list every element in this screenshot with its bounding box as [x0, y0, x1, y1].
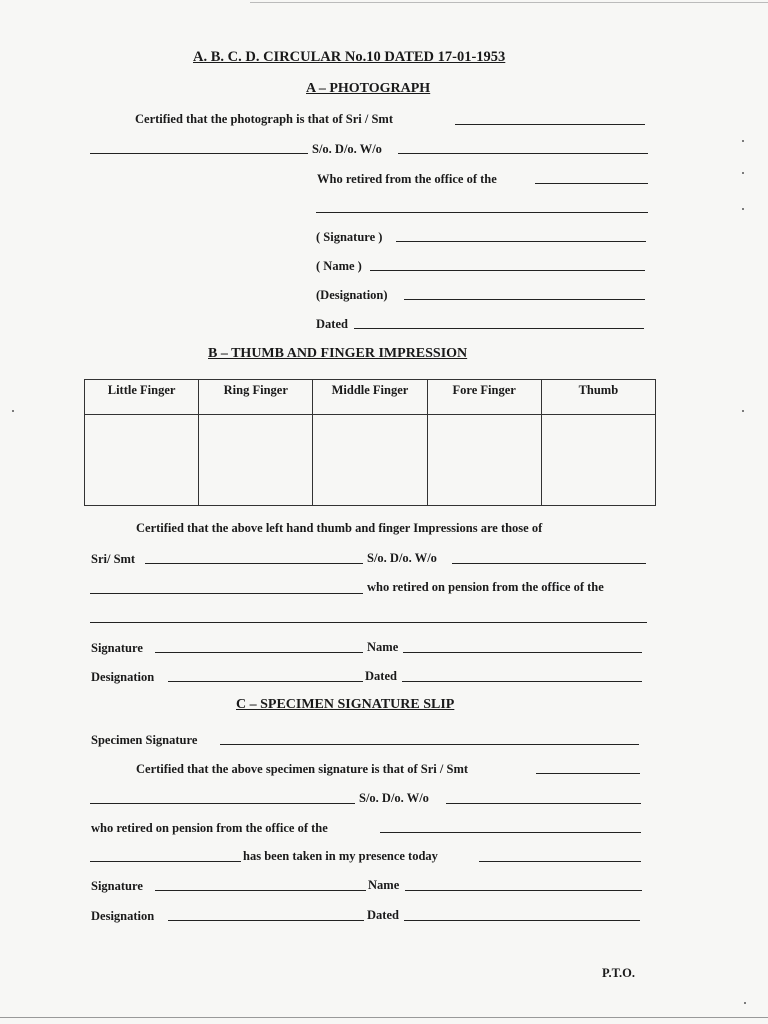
- specimen-designation-label: Designation: [91, 909, 155, 923]
- page-edge-top: [250, 2, 768, 3]
- impression-signature-label: Signature: [91, 641, 143, 655]
- impression-signature-line[interactable]: [155, 652, 363, 653]
- photo-designation-label: (Designation): [316, 288, 388, 302]
- scan-speck: [742, 140, 744, 142]
- impression-office-line[interactable]: [90, 622, 647, 623]
- specimen-office-line[interactable]: [380, 832, 641, 833]
- specimen-signature-label-2: Signature: [91, 879, 143, 893]
- finger-impression-table: [84, 379, 656, 506]
- specimen-relation-label: S/o. D/o. W/o: [359, 791, 429, 805]
- impression-person-line[interactable]: [145, 563, 363, 564]
- photo-retired-label: Who retired from the office of the: [317, 172, 497, 186]
- specimen-designation-line[interactable]: [168, 920, 364, 921]
- specimen-relation-line[interactable]: [446, 803, 641, 804]
- scan-speck: [742, 172, 744, 174]
- middle-finger-cell[interactable]: [313, 415, 427, 506]
- scan-speck: [744, 1002, 746, 1004]
- middle-finger-header: Middle Finger: [313, 380, 427, 415]
- impression-relation-line-2[interactable]: [90, 593, 363, 594]
- specimen-dated-line[interactable]: [404, 920, 640, 921]
- fore-finger-header: Fore Finger: [427, 380, 541, 415]
- photo-dated-line[interactable]: [354, 328, 644, 329]
- photo-dated-label: Dated: [316, 317, 348, 331]
- photo-relation-label: S/o. D/o. W/o: [312, 142, 382, 156]
- photo-name-line[interactable]: [370, 270, 645, 271]
- impression-relation-line[interactable]: [452, 563, 646, 564]
- photo-designation-line[interactable]: [404, 299, 645, 300]
- thumb-cell[interactable]: [541, 415, 655, 506]
- specimen-name-line[interactable]: [405, 890, 642, 891]
- photo-signature-label: ( Signature ): [316, 230, 383, 244]
- ring-finger-cell[interactable]: [199, 415, 313, 506]
- specimen-retired-label: who retired on pension from the office of the: [91, 821, 328, 835]
- impression-name-label: Name: [367, 640, 399, 654]
- ring-finger-header: Ring Finger: [199, 380, 313, 415]
- specimen-name-label: Name: [368, 878, 400, 892]
- little-finger-header: Little Finger: [85, 380, 199, 415]
- pto-label: P.T.O.: [602, 966, 635, 980]
- photo-name-label: ( Name ): [316, 259, 362, 273]
- specimen-signature-line[interactable]: [220, 744, 639, 745]
- section-b-heading: B – THUMB AND FINGER IMPRESSION: [208, 346, 468, 361]
- fore-finger-cell[interactable]: [427, 415, 541, 506]
- photo-certified-text: Certified that the photograph is that of Sri / Smt: [135, 112, 393, 126]
- photo-office-line-2[interactable]: [316, 212, 648, 213]
- impression-certified-text: Certified that the above left hand thumb and finger Impressions are those of: [136, 521, 543, 535]
- scan-speck: [742, 208, 744, 210]
- impression-dated-line[interactable]: [402, 681, 642, 682]
- specimen-office-line-2[interactable]: [90, 861, 241, 862]
- photo-person-line-2[interactable]: [90, 153, 308, 154]
- photo-person-name-line[interactable]: [455, 124, 645, 125]
- section-a-heading: A – PHOTOGRAPH: [306, 81, 431, 96]
- impression-name-line[interactable]: [403, 652, 642, 653]
- specimen-person-line[interactable]: [536, 773, 640, 774]
- specimen-dated-label: Dated: [367, 908, 399, 922]
- scan-speck: [742, 410, 744, 412]
- specimen-person-line-2[interactable]: [90, 803, 355, 804]
- impression-person-label: Sri/ Smt: [91, 552, 136, 566]
- specimen-certified-text: Certified that the above specimen signature is that of Sri / Smt: [136, 762, 469, 776]
- photo-office-line[interactable]: [535, 183, 648, 184]
- scan-speck: [12, 410, 14, 412]
- impression-relation-label: S/o. D/o. W/o: [367, 551, 437, 565]
- specimen-presence-label: has been taken in my presence today: [243, 849, 438, 863]
- impression-retired-label: who retired on pension from the office of the: [367, 580, 604, 594]
- photo-signature-line[interactable]: [396, 241, 646, 242]
- circular-title: A. B. C. D. CIRCULAR No.10 DATED 17-01-1953: [193, 49, 506, 65]
- impression-designation-line[interactable]: [168, 681, 363, 682]
- specimen-signature-label: Specimen Signature: [91, 733, 198, 747]
- specimen-signature-line-2[interactable]: [155, 890, 366, 891]
- specimen-presence-line[interactable]: [479, 861, 641, 862]
- section-c-heading: C – SPECIMEN SIGNATURE SLIP: [236, 697, 455, 712]
- impression-dated-label: Dated: [365, 669, 397, 683]
- photo-relation-line[interactable]: [398, 153, 648, 154]
- thumb-header: Thumb: [541, 380, 655, 415]
- little-finger-cell[interactable]: [85, 415, 199, 506]
- page-edge-bottom: [0, 1017, 768, 1018]
- impression-designation-label: Designation: [91, 670, 155, 684]
